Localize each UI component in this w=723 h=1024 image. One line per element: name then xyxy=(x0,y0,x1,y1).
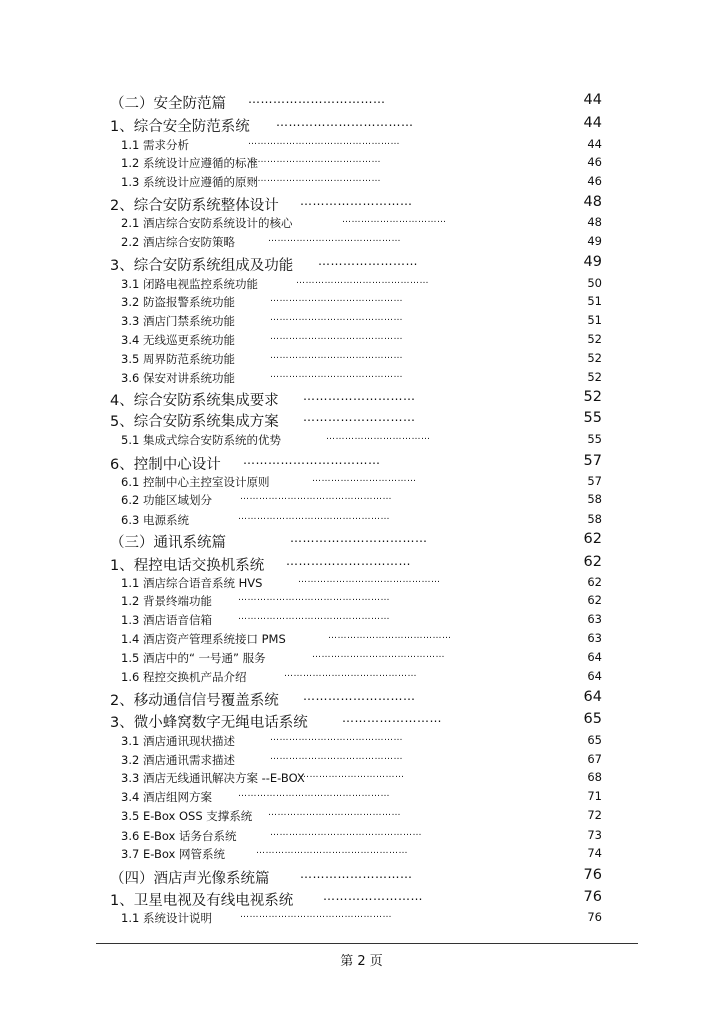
toc-page-number: 44 xyxy=(587,137,602,151)
toc-entry-title: 3.6 E-Box 话务台系统 xyxy=(121,829,237,843)
toc-entry[interactable] xyxy=(121,276,602,292)
toc-entry[interactable] xyxy=(121,294,602,310)
toc-entry[interactable] xyxy=(110,711,602,732)
toc-leader-dots: ……………………………………… xyxy=(298,575,441,585)
toc-entry-title: 3.2 防盗报警系统功能 xyxy=(121,295,235,309)
footer-divider xyxy=(96,943,638,944)
toc-entry[interactable] xyxy=(121,155,602,171)
toc-leader-dots: ………………………………… xyxy=(328,631,452,641)
toc-leader-dots: ………………………… xyxy=(286,554,411,568)
toc-leader-dots: ………………………………………… xyxy=(240,910,392,920)
toc-entry[interactable] xyxy=(110,410,602,431)
toc-entry-title: 3.6 保安对讲系统功能 xyxy=(121,371,235,385)
toc-leader-dots: …………………… xyxy=(323,889,423,903)
toc-page-number: 73 xyxy=(587,828,602,842)
toc-entry-title: 1.2 背景终端功能 xyxy=(121,594,212,608)
toc-entry[interactable] xyxy=(110,689,602,710)
toc-entry[interactable] xyxy=(121,492,602,508)
page-number-footer: 第 2 页 xyxy=(340,954,383,969)
toc-entry[interactable] xyxy=(121,846,602,862)
toc-leader-dots: …………………………… xyxy=(326,432,431,442)
toc-page-number: 62 xyxy=(583,531,602,547)
toc-entry-title: 5.1 集成式综合安防系统的优势 xyxy=(121,433,281,447)
toc-leader-dots: ………………………………………… xyxy=(248,137,400,147)
toc-page-number: 48 xyxy=(583,194,602,210)
toc-entry[interactable] xyxy=(110,389,602,410)
toc-leader-dots: ……………………… xyxy=(303,410,416,424)
toc-leader-dots: …………………………………… xyxy=(296,276,429,286)
toc-entry[interactable] xyxy=(121,789,602,805)
toc-page-number: 49 xyxy=(583,254,602,270)
toc-entry[interactable] xyxy=(121,752,602,768)
toc-leader-dots: …………………… xyxy=(318,254,418,268)
toc-page-number: 72 xyxy=(587,808,602,822)
toc-leader-dots: ……………………… xyxy=(303,689,416,703)
toc-entry-title: 6.3 电源系统 xyxy=(121,513,189,527)
toc-leader-dots: …………………………………… xyxy=(270,370,403,380)
toc-page-number: 44 xyxy=(583,115,602,131)
toc-leader-dots: ………………………………………… xyxy=(256,846,408,856)
toc-page-number: 58 xyxy=(587,512,602,526)
toc-page-number: 46 xyxy=(587,174,602,188)
toc-page-number: 49 xyxy=(587,234,602,248)
toc-page-number: 65 xyxy=(587,733,602,747)
toc-page-number: 58 xyxy=(587,492,602,506)
toc-entry[interactable] xyxy=(121,575,602,591)
toc-page-number: 52 xyxy=(583,389,602,405)
toc-page-number: 55 xyxy=(583,410,602,426)
toc-leader-dots: ……………………… xyxy=(300,867,413,881)
toc-page-number: 65 xyxy=(583,711,602,727)
toc-entry-title: 3.7 E-Box 网管系统 xyxy=(121,847,225,861)
toc-page-number: 52 xyxy=(587,351,602,365)
toc-entry[interactable] xyxy=(121,669,602,685)
toc-entry[interactable] xyxy=(110,115,602,136)
toc-leader-dots: …………………………………… xyxy=(270,313,403,323)
toc-page-number: 62 xyxy=(583,554,602,570)
toc-leader-dots: ……………………… xyxy=(303,389,416,403)
toc-entry[interactable] xyxy=(110,194,602,215)
toc-page-number: 57 xyxy=(587,474,602,488)
toc-entry-title: 1.4 酒店资产管理系统接口 PMS xyxy=(121,632,286,646)
toc-entry-title: 2、移动通信信号覆盖系统 xyxy=(110,693,279,709)
toc-entry-title: 2.2 酒店综合安防策略 xyxy=(121,235,235,249)
toc-leader-dots: …………………………………… xyxy=(268,808,401,818)
toc-page-number: 67 xyxy=(587,752,602,766)
toc-entry-title: （三）通讯系统篇 xyxy=(110,535,226,551)
toc-entry[interactable] xyxy=(121,910,602,926)
toc-page-number: 51 xyxy=(587,294,602,308)
toc-entry[interactable] xyxy=(121,351,602,367)
toc-entry[interactable] xyxy=(110,254,602,275)
toc-page-number: 51 xyxy=(587,313,602,327)
toc-entry-title: 3.1 酒店通讯现状描述 xyxy=(121,734,235,748)
toc-leader-dots: …………………………………… xyxy=(270,752,403,762)
toc-entry-title: 1.1 需求分析 xyxy=(121,138,189,152)
toc-leader-dots: …………………………………… xyxy=(248,174,381,184)
toc-leader-dots: ………………………………………… xyxy=(240,492,392,502)
toc-entry-title: 1.6 程控交换机产品介绍 xyxy=(121,670,247,684)
toc-page-number: 76 xyxy=(583,867,602,883)
toc-entry[interactable] xyxy=(121,650,602,666)
toc-page-number: 63 xyxy=(587,631,602,645)
toc-leader-dots: ………………………………………… xyxy=(238,612,390,622)
toc-entry-title: 6.2 功能区域划分 xyxy=(121,493,212,507)
toc-entry-title: 3.5 E-Box OSS 支撑系统 xyxy=(121,809,253,823)
toc-entry-title: 1.3 系统设计应遵循的原则 xyxy=(121,175,258,189)
toc-leader-dots: …………………………… xyxy=(312,474,417,484)
toc-leader-dots: …………………………… xyxy=(290,531,428,545)
toc-entry-title: （四）酒店声光像系统篇 xyxy=(110,871,270,887)
toc-entry-title: 3.4 酒店组网方案 xyxy=(121,790,212,804)
toc-entry[interactable] xyxy=(121,432,602,448)
toc-entry[interactable] xyxy=(121,828,602,844)
toc-leader-dots: …………………………………… xyxy=(268,234,401,244)
toc-leader-dots: …………………………… xyxy=(342,215,447,225)
toc-entry-title: 1、程控电话交换机系统 xyxy=(110,558,265,574)
toc-page-number: 64 xyxy=(587,669,602,683)
toc-page-number: 64 xyxy=(583,689,602,705)
toc-page-number: 48 xyxy=(587,215,602,229)
toc-entry-title: 3、综合安防系统组成及功能 xyxy=(110,258,294,274)
toc-leader-dots: …………………………………… xyxy=(312,650,445,660)
toc-page-number: 57 xyxy=(583,453,602,469)
toc-entry-title: 2.1 酒店综合安防系统设计的核心 xyxy=(121,216,293,230)
toc-page-number: 62 xyxy=(587,575,602,589)
toc-entry-title: 3.5 周界防范系统功能 xyxy=(121,352,235,366)
toc-leader-dots: …………………… xyxy=(342,711,442,725)
toc-entry[interactable] xyxy=(121,370,602,386)
toc-entry[interactable] xyxy=(121,593,602,609)
toc-entry-title: 4、综合安防系统集成要求 xyxy=(110,393,279,409)
toc-leader-dots: ………………………………………… xyxy=(238,789,390,799)
toc-leader-dots: …………………………… xyxy=(276,115,414,129)
toc-entry[interactable] xyxy=(110,453,602,474)
toc-entry-title: 3.4 无线巡更系统功能 xyxy=(121,333,235,347)
toc-leader-dots: …………………………… xyxy=(248,92,386,106)
toc-entry-title: 3.3 酒店无线通讯解决方案 --E-BOX xyxy=(121,771,305,785)
toc-page-number: 44 xyxy=(583,92,602,108)
toc-leader-dots: …………………………………… xyxy=(248,155,381,165)
toc-entry-title: 3.2 酒店通讯需求描述 xyxy=(121,753,235,767)
toc-entry-title: 3.3 酒店门禁系统功能 xyxy=(121,314,235,328)
toc-leader-dots: …………………………………… xyxy=(270,351,403,361)
toc-entry[interactable] xyxy=(110,531,602,552)
toc-entry[interactable] xyxy=(121,612,602,628)
toc-page-number: 76 xyxy=(587,910,602,924)
toc-entry-title: 2、综合安防系统整体设计 xyxy=(110,198,279,214)
toc-entry[interactable] xyxy=(121,512,602,528)
toc-entry[interactable] xyxy=(121,332,602,348)
toc-entry-title: 1、综合安全防范系统 xyxy=(110,119,250,135)
toc-entry-title: 1、卫星电视及有线电视系统 xyxy=(110,893,294,909)
toc-page-number: 71 xyxy=(587,789,602,803)
toc-entry[interactable] xyxy=(121,808,602,824)
toc-page-number: 50 xyxy=(587,276,602,290)
toc-page-number: 52 xyxy=(587,370,602,384)
toc-entry-title: 5、综合安防系统集成方案 xyxy=(110,414,279,430)
toc-entry[interactable] xyxy=(110,867,602,888)
toc-entry-title: 1.2 系统设计应遵循的标准 xyxy=(121,156,258,170)
toc-leader-dots: ……………………… xyxy=(300,194,413,208)
toc-entry-title: 3.1 闭路电视监控系统功能 xyxy=(121,277,258,291)
toc-entry-title: 1.1 酒店综合语音系统 HVS xyxy=(121,576,263,590)
toc-page-number: 68 xyxy=(587,770,602,784)
toc-entry[interactable] xyxy=(121,770,602,786)
toc-entry-title: 1.1 系统设计说明 xyxy=(121,911,212,925)
toc-entry[interactable] xyxy=(121,174,602,190)
toc-entry-title: 6.1 控制中心主控室设计原则 xyxy=(121,475,270,489)
toc-entry-title: （二）安全防范篇 xyxy=(110,96,226,112)
toc-page-number: 74 xyxy=(587,846,602,860)
toc-leader-dots: …………………………………… xyxy=(270,733,403,743)
toc-entry[interactable] xyxy=(121,313,602,329)
toc-entry-title: 1.5 酒店中的“ 一号通” 服务 xyxy=(121,651,266,665)
toc-entry[interactable] xyxy=(121,137,602,153)
toc-entry[interactable] xyxy=(121,215,602,231)
toc-page-number: 62 xyxy=(587,593,602,607)
toc-entry[interactable] xyxy=(121,631,602,647)
toc-leader-dots: …………………………… xyxy=(243,453,381,467)
toc-page-number: 46 xyxy=(587,155,602,169)
toc-entry-title: 3、微小蜂窝数字无绳电话系统 xyxy=(110,715,308,731)
toc-leader-dots: …………………………………… xyxy=(284,669,417,679)
toc-entry[interactable] xyxy=(121,733,602,749)
toc-leader-dots: …………………………………… xyxy=(270,332,403,342)
toc-entry[interactable] xyxy=(110,889,602,910)
toc-entry[interactable] xyxy=(121,474,602,490)
toc-entry-title: 1.3 酒店语音信箱 xyxy=(121,613,212,627)
toc-leader-dots: ………………………………………… xyxy=(238,512,390,522)
toc-leader-dots: ………………………………………… xyxy=(270,828,422,838)
toc-page-number: 55 xyxy=(587,432,602,446)
toc-entry[interactable] xyxy=(110,554,602,575)
toc-page-number: 52 xyxy=(587,332,602,346)
toc-leader-dots: …………………………… xyxy=(300,770,405,780)
toc-leader-dots: …………………………………… xyxy=(270,294,403,304)
toc-page-number: 64 xyxy=(587,650,602,664)
toc-page-number: 76 xyxy=(583,889,602,905)
toc-leader-dots: ………………………………………… xyxy=(238,593,390,603)
toc-page-number: 63 xyxy=(587,612,602,626)
toc-entry-title: 6、控制中心设计 xyxy=(110,457,221,473)
toc-entry[interactable] xyxy=(110,92,602,113)
toc-entry[interactable] xyxy=(121,234,602,250)
